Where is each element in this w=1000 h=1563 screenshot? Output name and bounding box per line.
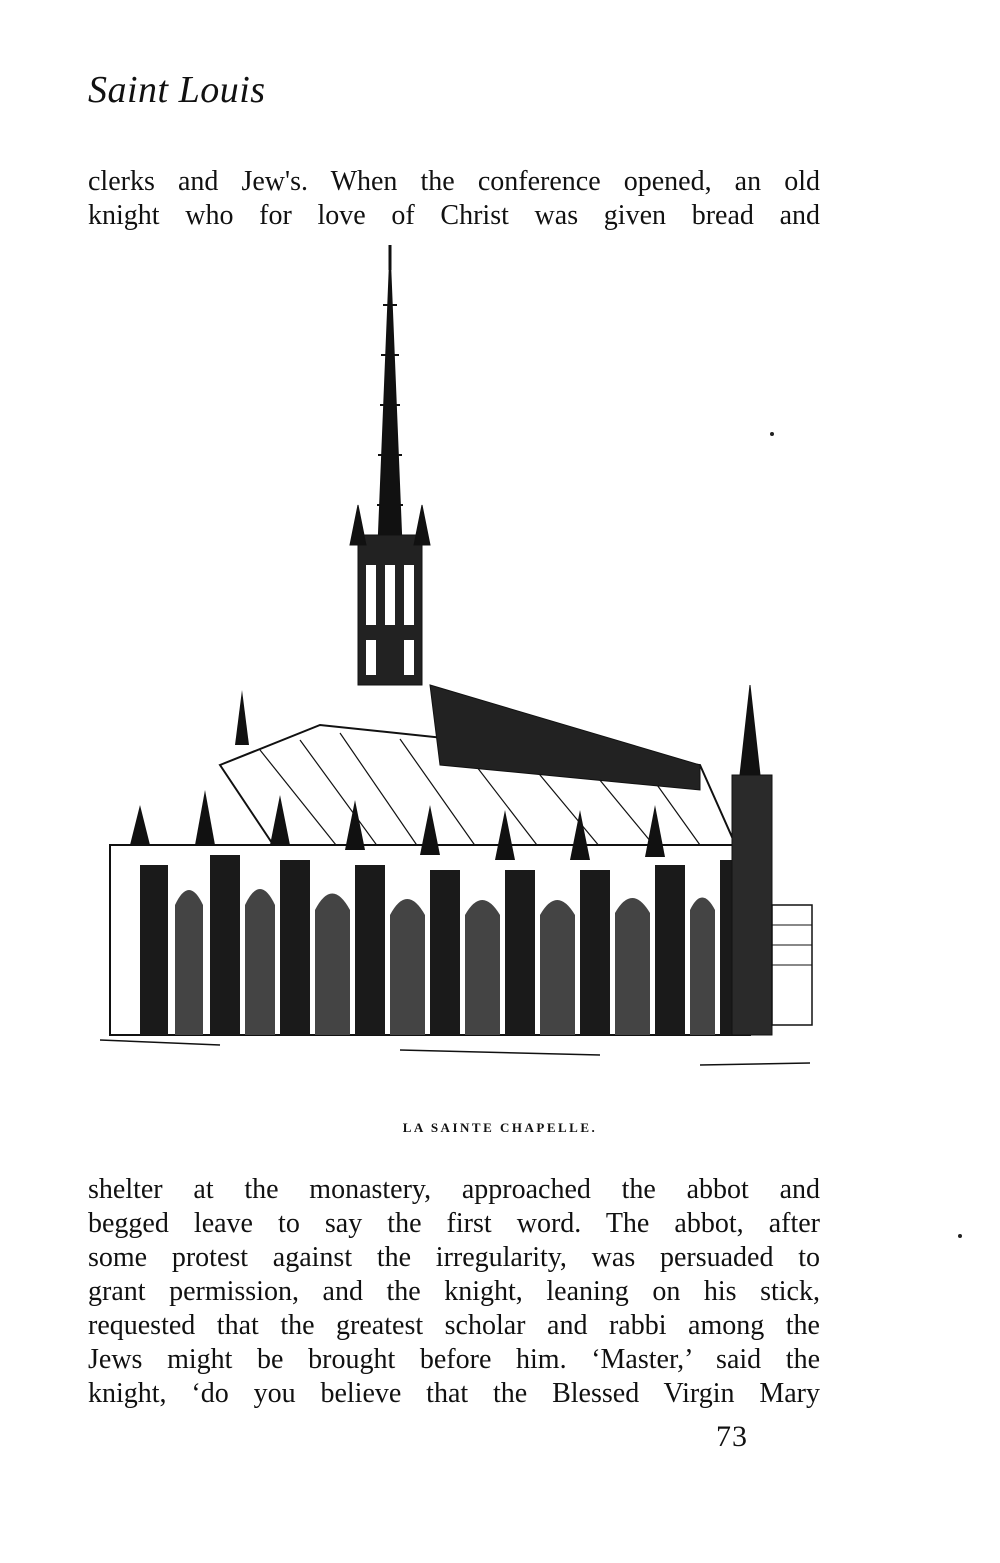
print-speck [770, 432, 774, 436]
text-line: clerks and Jew's. When the conference opened, an old [88, 166, 820, 197]
text-line: some protest against the irregularity, was persuaded to [88, 1242, 820, 1273]
paragraph-bottom [88, 1173, 820, 1411]
sainte-chapelle-illustration [100, 245, 820, 1105]
paragraph-top [88, 165, 820, 233]
text-line: requested that the greatest scholar and rabbi among the [88, 1310, 820, 1341]
text-line: knight who for love of Christ was given bread and [88, 200, 820, 231]
print-speck [958, 1234, 962, 1238]
running-head: Saint Louis [88, 69, 266, 111]
text-line: Jews might be brought before him. ‘Master,’ said the [88, 1344, 820, 1375]
text-line: grant permission, and the knight, leaning on his stick, [88, 1276, 820, 1307]
text-line: shelter at the monastery, approached the abbot and [88, 1174, 820, 1205]
page-number: 73 [716, 1420, 748, 1453]
text-line: knight, ‘do you believe that the Blessed Virgin Mary [88, 1378, 820, 1409]
text-line: begged leave to say the first word. The abbot, after [88, 1208, 820, 1239]
figure-caption: LA SAINTE CHAPELLE. [402, 1120, 598, 1135]
